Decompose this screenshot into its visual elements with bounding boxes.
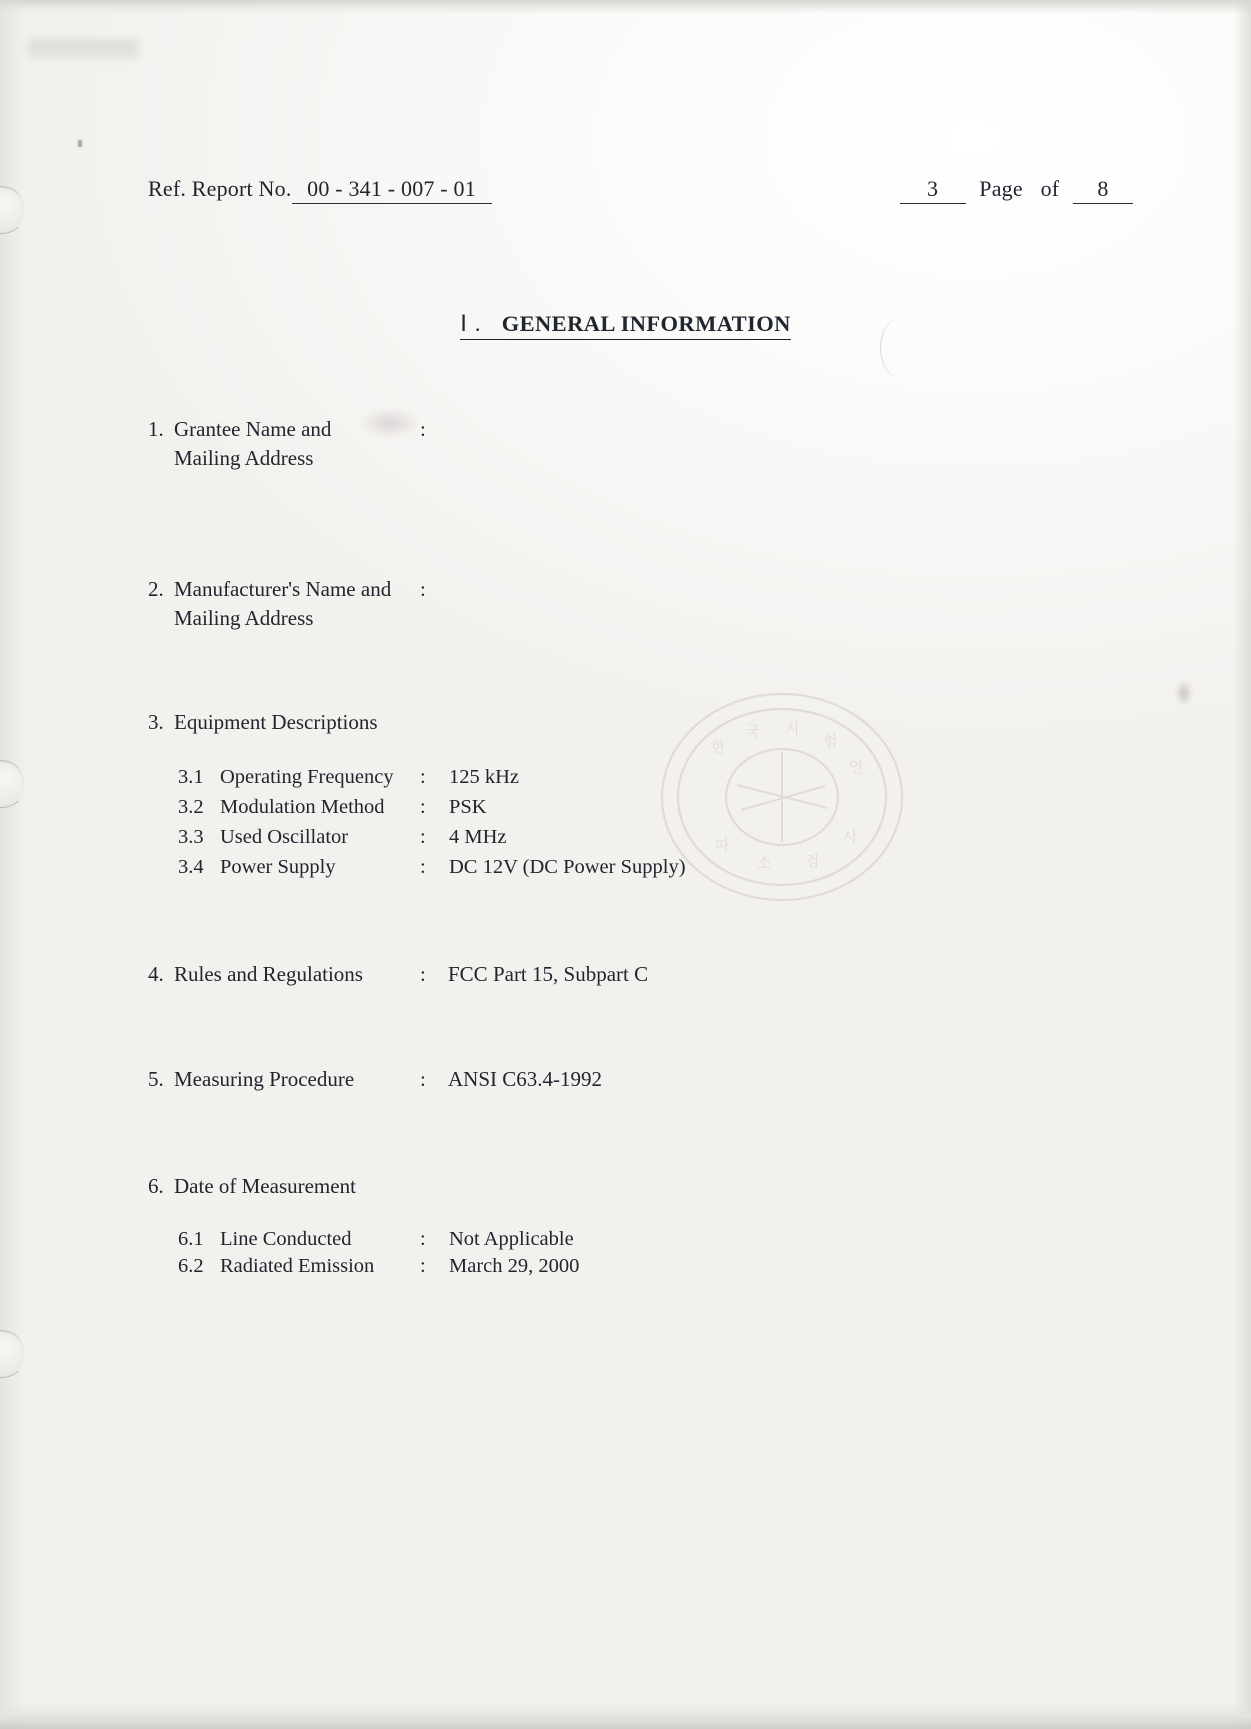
equipment-value: 4 MHz xyxy=(449,826,507,848)
equipment-colon: : xyxy=(420,856,426,878)
svg-text:소: 소 xyxy=(757,856,772,872)
item-manufacturer-number: 2. xyxy=(148,577,164,601)
page-indicator xyxy=(900,176,1133,204)
equipment-value: DC 12V (DC Power Supply) xyxy=(449,856,686,878)
item-grantee-label-line2: Mailing Address xyxy=(174,446,314,470)
date-row-value: March 29, 2000 xyxy=(449,1255,580,1277)
svg-text:험: 험 xyxy=(823,734,838,750)
date-row-value: Not Applicable xyxy=(449,1228,574,1250)
procedure-value: ANSI C63.4-1992 xyxy=(448,1067,603,1091)
item-manufacturer-colon: : xyxy=(420,577,426,601)
equipment-label: Power Supply xyxy=(220,856,336,878)
page-total: 8 xyxy=(1073,176,1133,204)
svg-text:검: 검 xyxy=(805,854,820,870)
section-title-text: GENERAL INFORMATION xyxy=(501,311,791,336)
ref-value: 00 - 341 - 007 - 01 xyxy=(292,176,492,204)
page-title xyxy=(0,311,1251,340)
ref-label: Ref. Report No. xyxy=(148,176,292,201)
svg-text:따: 따 xyxy=(715,838,730,854)
date-row-number: 6.2 xyxy=(178,1255,204,1277)
equipment-number: 3.4 xyxy=(178,856,204,878)
date-label: Date of Measurement xyxy=(174,1174,356,1198)
equipment-colon: : xyxy=(420,796,426,818)
item-manufacturer-label-line2: Mailing Address xyxy=(174,606,314,630)
equipment-value: 125 kHz xyxy=(449,766,520,788)
equipment-colon: : xyxy=(420,766,426,788)
svg-text:국: 국 xyxy=(745,724,760,740)
rules-number: 4. xyxy=(148,962,164,986)
date-row-colon: : xyxy=(420,1255,426,1277)
svg-text:사: 사 xyxy=(843,830,858,846)
procedure-colon: : xyxy=(420,1067,426,1091)
document-header xyxy=(148,176,1133,204)
page-label: Page xyxy=(979,176,1023,201)
equipment-label: Used Oscillator xyxy=(220,826,349,848)
equipment-number: 3.1 xyxy=(178,766,204,788)
date-number: 6. xyxy=(148,1174,164,1198)
equipment-number: 3.3 xyxy=(178,826,204,848)
procedure-label: Measuring Procedure xyxy=(174,1067,355,1091)
equipment-label: Operating Frequency xyxy=(220,766,394,788)
item-equipment-number: 3. xyxy=(148,710,164,734)
of-label: of xyxy=(1040,176,1060,201)
rules-label: Rules and Regulations xyxy=(174,962,363,986)
item-grantee-number: 1. xyxy=(148,417,164,441)
date-row-number: 6.1 xyxy=(178,1228,204,1250)
rules-value: FCC Part 15, Subpart C xyxy=(448,962,649,986)
equipment-value: PSK xyxy=(449,796,487,818)
date-row-colon: : xyxy=(420,1228,426,1250)
date-row-label: Radiated Emission xyxy=(220,1255,375,1277)
item-equipment-label: Equipment Descriptions xyxy=(174,710,378,734)
svg-text:연: 연 xyxy=(849,760,864,776)
equipment-colon: : xyxy=(420,826,426,848)
section-roman-numeral: Ⅰ . xyxy=(460,311,482,336)
procedure-number: 5. xyxy=(148,1067,164,1091)
date-row-label: Line Conducted xyxy=(220,1228,352,1250)
item-manufacturer-label-line1: Manufacturer's Name and xyxy=(174,577,392,601)
item-grantee-label-line1: Grantee Name and xyxy=(174,417,332,441)
svg-text:시: 시 xyxy=(785,722,800,738)
item-grantee-colon: : xyxy=(420,417,426,441)
rules-colon: : xyxy=(420,962,426,986)
report-reference xyxy=(148,176,492,204)
equipment-label: Modulation Method xyxy=(220,796,385,818)
svg-text:한: 한 xyxy=(711,740,726,756)
equipment-number: 3.2 xyxy=(178,796,204,818)
page-number: 3 xyxy=(900,176,966,204)
